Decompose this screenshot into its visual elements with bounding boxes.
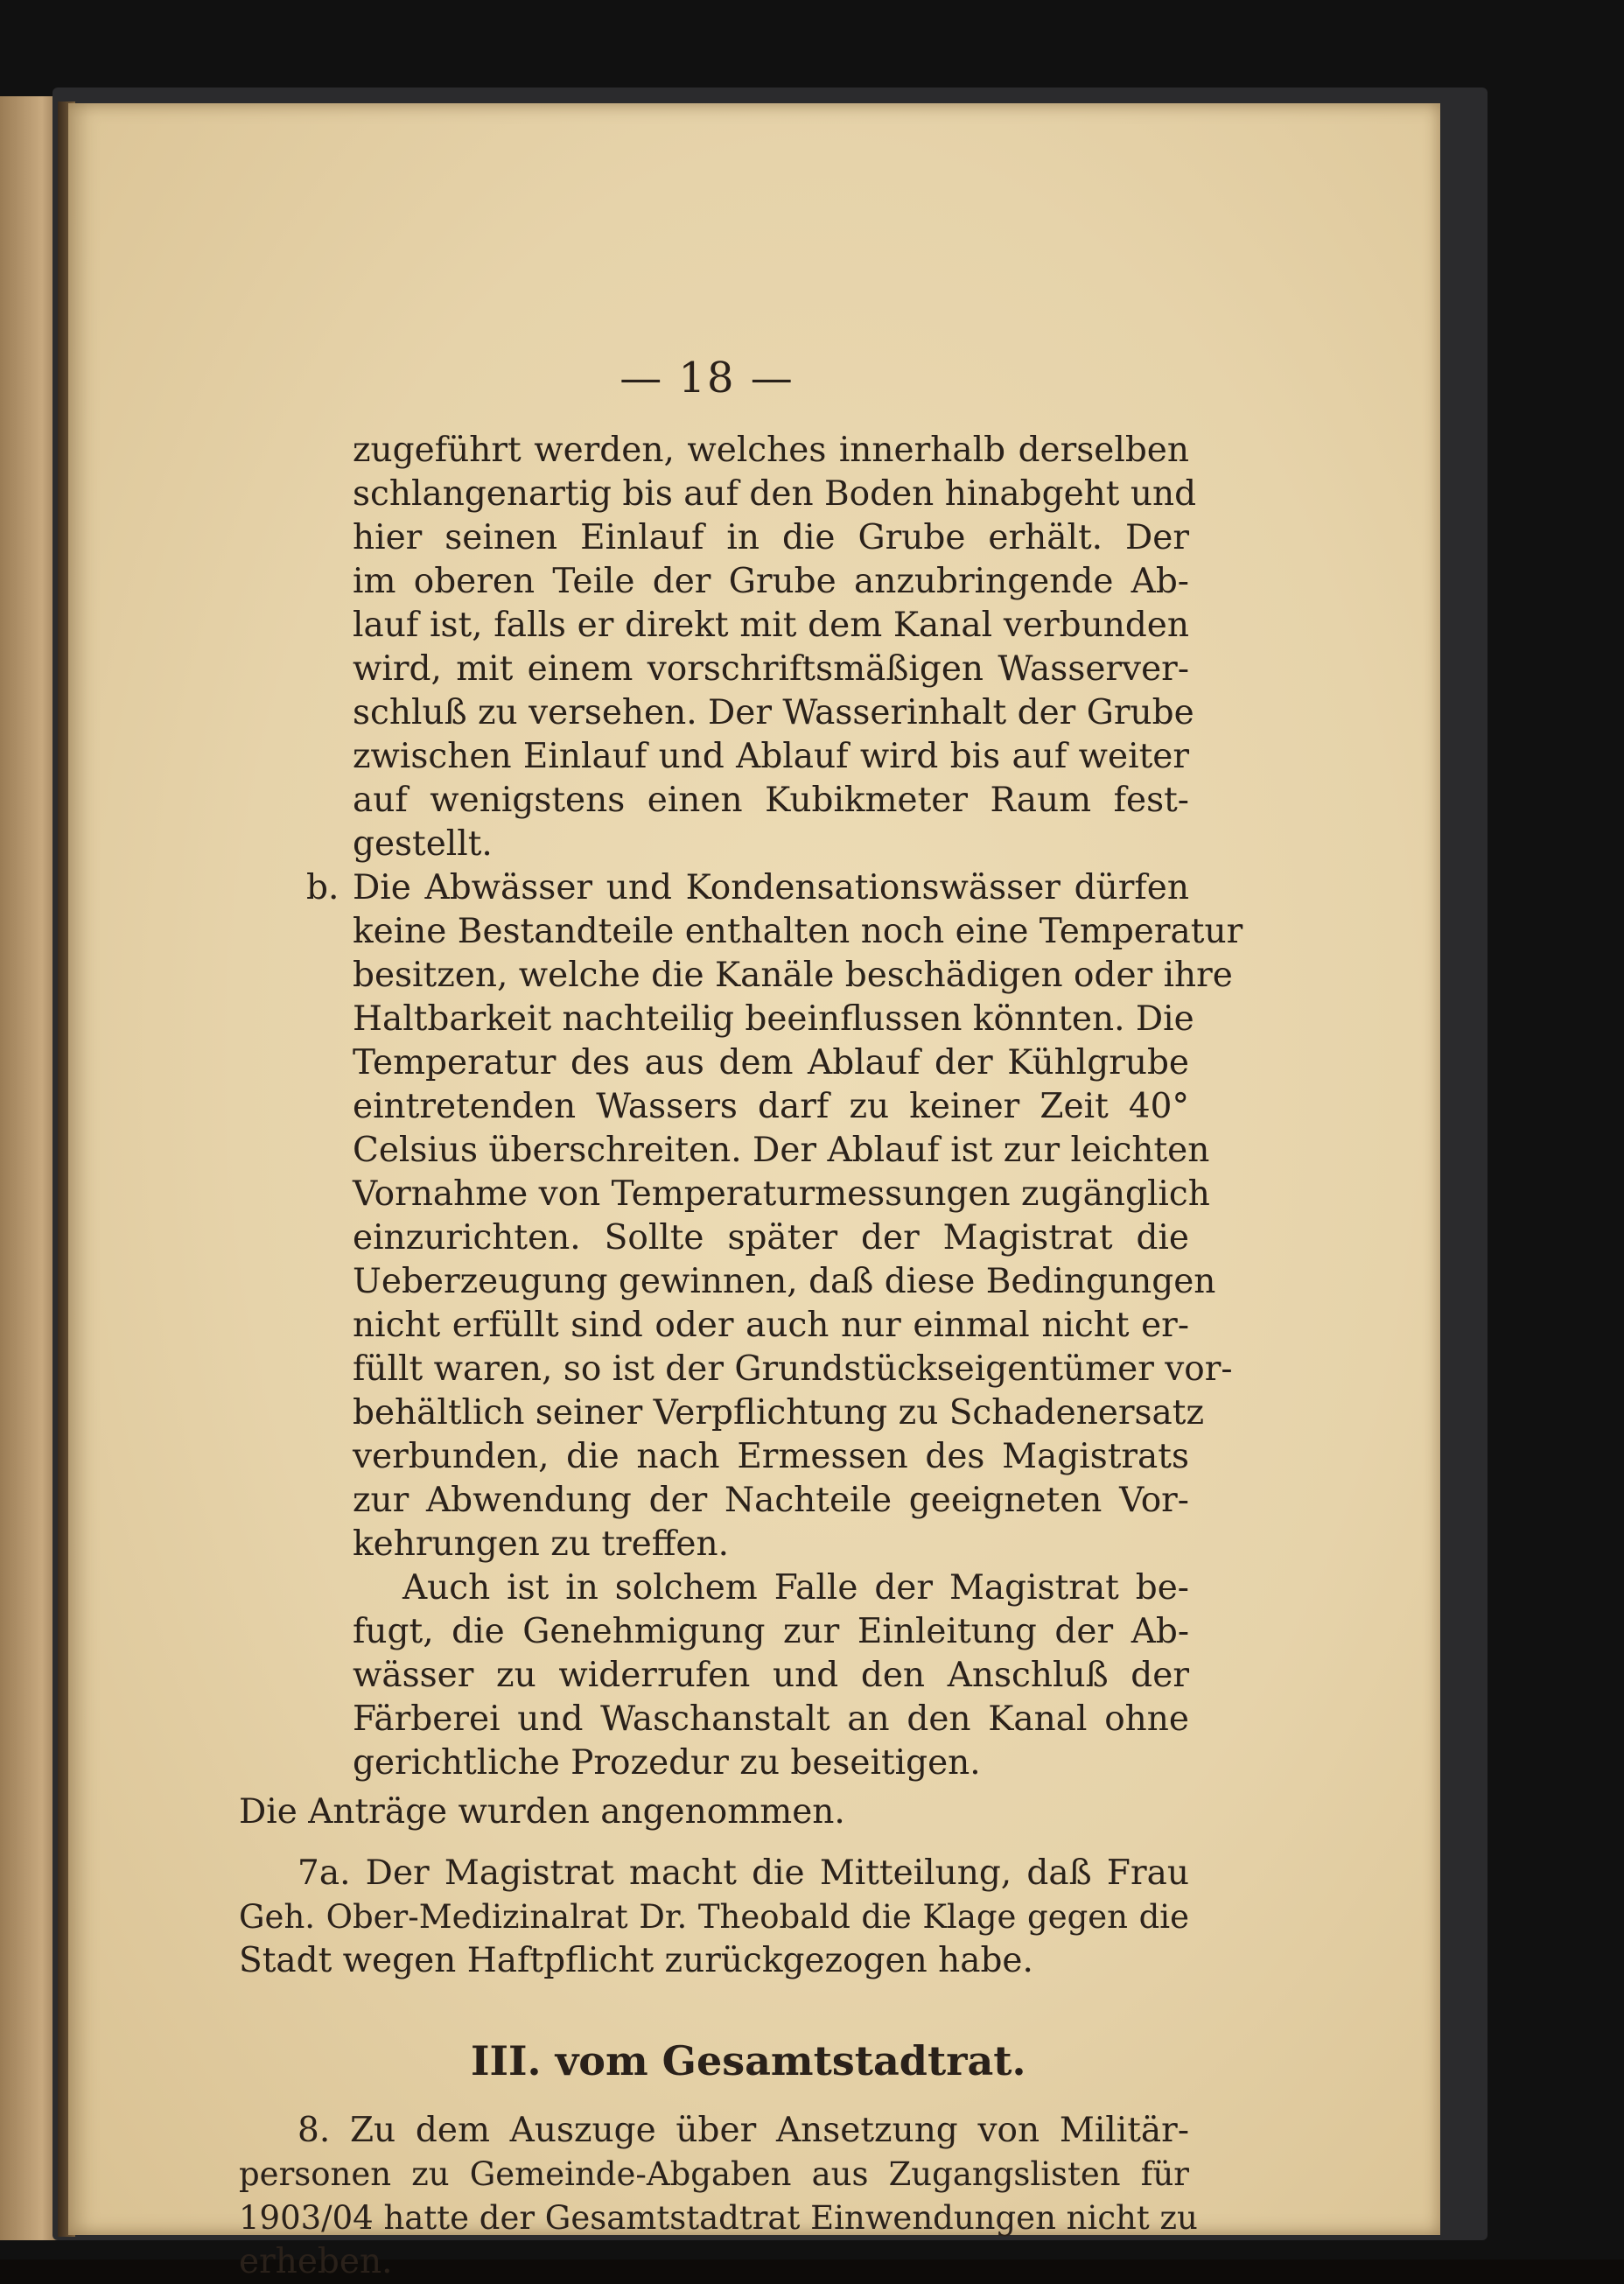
text-line: füllt waren, so ist der Grundstückseigentümer vor-	[353, 1349, 1233, 1389]
text-line: Temperatur des aus dem Ablauf der Kühlgrube	[353, 1043, 1189, 1082]
text-line: eintretenden Wassers darf zu keiner Zeit 40°	[353, 1087, 1189, 1126]
text-line: hier seinen Einlauf in die Grube erhält. Der	[353, 518, 1189, 557]
section-heading: III. vom Gesamtstadtrat.	[471, 2037, 1026, 2084]
text-line: kehrungen zu treffen.	[353, 1524, 730, 1564]
text-line: gerichtliche Prozedur zu beseitigen.	[353, 1743, 981, 1783]
text-line: keine Bestandteile enthalten noch eine Temperatur	[353, 912, 1243, 951]
section-b-marker: b.	[306, 868, 340, 907]
text-line: schluß zu versehen. Der Wasserinhalt der Grube	[353, 693, 1194, 732]
book-page	[68, 103, 1440, 2281]
text-line: nicht erfüllt sind oder auch nur einmal nicht er-	[353, 1306, 1189, 1345]
text-line: Vornahme von Temperaturmessungen zugänglich	[353, 1174, 1210, 1214]
text-line: 8. Zu dem Auszuge über Ansetzung von Militär-	[298, 2111, 1189, 2150]
text-line: einzurichten. Sollte später der Magistrat die	[353, 1218, 1189, 1258]
text-line: 7a. Der Magistrat macht die Mitteilung, daß Frau	[298, 1853, 1189, 1893]
text-line: zugeführt werden, welches innerhalb derselben	[353, 431, 1189, 470]
text-line: zur Abwendung der Nachteile geeigneten Vor-	[353, 1481, 1189, 1520]
text-line: verbunden, die nach Ermessen des Magistrats	[353, 1437, 1189, 1476]
text-line: zwischen Einlauf und Ablauf wird bis auf weiter	[353, 737, 1189, 776]
text-line: erheben.	[239, 2242, 393, 2281]
text-line: Die Abwässer und Kondensationswässer dürfen	[353, 868, 1189, 907]
page-number: — 18 —	[620, 354, 794, 403]
text-line: Stadt wegen Haftpflicht zurückgezogen habe.	[239, 1941, 1033, 1980]
text-line: Ueberzeugung gewinnen, daß diese Bedingungen	[353, 1262, 1216, 1301]
text-line: personen zu Gemeinde-Abgaben aus Zugangslisten für	[239, 2155, 1189, 2193]
text-line: Auch ist in solchem Falle der Magistrat be-	[402, 1568, 1189, 1608]
text-line: im oberen Teile der Grube anzubringende Ab-	[353, 562, 1189, 601]
text-line: Haltbarkeit nachteilig beeinflussen könnten. Die	[353, 999, 1194, 1039]
text-line: auf wenigstens einen Kubikmeter Raum fest-	[353, 781, 1189, 820]
text-line: Die Anträge wurden angenommen.	[239, 1792, 845, 1832]
text-line: wässer zu widerrufen und den Anschluß der	[353, 1656, 1189, 1695]
text-line: schlangenartig bis auf den Boden hinabgeht und	[353, 474, 1197, 514]
text-line: 1903/04 hatte der Gesamtstadtrat Einwendungen nicht zu	[239, 2199, 1198, 2237]
text-line: lauf ist, falls er direkt mit dem Kanal verbunden	[353, 606, 1189, 645]
text-line: behältlich seiner Verpflichtung zu Schadenersatz	[353, 1393, 1205, 1433]
text-line: Celsius überschreiten. Der Ablauf ist zur leichten	[353, 1131, 1210, 1170]
text-line: fugt, die Genehmigung zur Einleitung der Ab-	[353, 1612, 1189, 1651]
text-line: Färberei und Waschanstalt an den Kanal ohne	[353, 1699, 1189, 1739]
text-line: besitzen, welche die Kanäle beschädigen oder ihre	[353, 956, 1233, 995]
text-line: wird, mit einem vorschriftsmäßigen Wasserver-	[353, 649, 1189, 689]
text-line: Geh. Ober-Medizinalrat Dr. Theobald die Klage gegen die	[239, 1898, 1189, 1936]
text-line: gestellt.	[353, 824, 493, 864]
